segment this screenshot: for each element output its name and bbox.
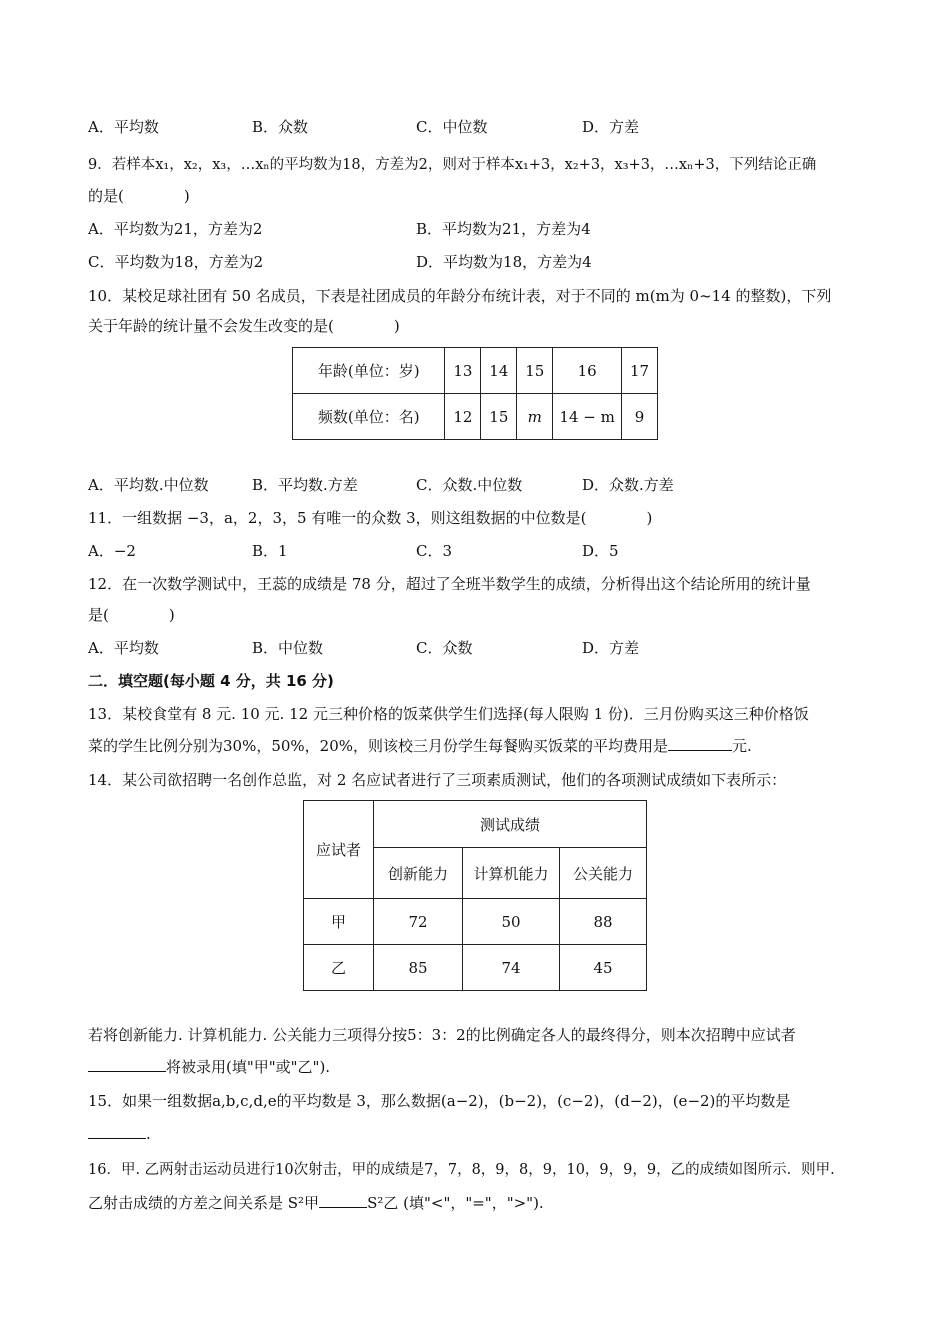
age-cell: 13: [445, 348, 481, 394]
frequency-cell: 14 − m: [553, 394, 622, 440]
q14-question: 若将创新能力. 计算机能力. 公关能力三项得分按5：3：2的比例确定各人的最终得分，则本次招聘中应试者: [88, 1026, 796, 1044]
q10-stem-cont: 关于年龄的统计量不会发生改变的是( ): [88, 317, 400, 335]
q16-stem: 16．甲. 乙两射击运动员进行10次射击，甲的成绩是7，7，8，9，8，9，10，9，9，9，乙的成绩如图所示．则甲.: [88, 1162, 835, 1178]
q9-stem: 9．若样本x₁，x₂，x₃，…xₙ的平均数为18，方差为2，则对于样本x₁+3，x₂+3，x₃+3，…xₙ+3，下列结论正确: [88, 157, 817, 173]
frequency-cell: 12: [445, 394, 481, 440]
q14-answer-blank[interactable]: [88, 1057, 166, 1072]
age-cell: 16: [553, 348, 622, 394]
age-header: 年龄(单位：岁): [293, 348, 445, 394]
score-header: 测试成绩: [374, 801, 647, 848]
q10-option-b: B．平均数.方差: [252, 476, 358, 494]
q9-stem-cont: 的是( ): [88, 187, 190, 205]
column-header: 公关能力: [560, 848, 647, 899]
q13-answer-blank[interactable]: [668, 736, 732, 751]
q15-period: .: [146, 1125, 151, 1143]
frequency-cell: 9: [622, 394, 658, 440]
age-cell: 17: [622, 348, 658, 394]
q12-stem-cont: 是( ): [88, 606, 175, 624]
q9-option-b: B．平均数为21，方差为4: [416, 220, 591, 238]
q12-option-c: C．众数: [416, 639, 473, 657]
q15-answer-blank[interactable]: [88, 1124, 146, 1139]
q12-stem: 12．在一次数学测试中，王蕊的成绩是 78 分，超过了全班半数学生的成绩，分析得出这个结论所用的统计量: [88, 575, 811, 593]
q12-option-d: D．方差: [582, 639, 640, 657]
applicant-name: 乙: [304, 945, 374, 991]
test-score-table: [303, 800, 647, 991]
q14-stem: 14．某公司欲招聘一名创作总监，对 2 名应试者进行了三项素质测试，他们的各项测试成绩如下表所示：: [88, 771, 787, 789]
q13-text: 菜的学生比例分别为30%，50%，20%，则该校三月份学生每餐购买饭菜的平均费用是: [88, 737, 669, 755]
score-cell: 85: [374, 945, 463, 991]
score-cell: 74: [463, 945, 560, 991]
age-frequency-table: [292, 347, 658, 440]
q8-option-d: D．方差: [582, 118, 640, 136]
q11-option-a: A．−2: [88, 542, 136, 560]
q13-stem-cont: [88, 736, 752, 756]
q11-option-d: D．5: [582, 542, 619, 560]
q15-stem-cont: [88, 1124, 151, 1144]
q16-stem-cont: [88, 1193, 544, 1213]
q8-option-a: A．平均数: [88, 118, 159, 136]
q11-stem: 11．一组数据 −3，a，2，3，5 有唯一的众数 3，则这组数据的中位数是( ): [88, 509, 653, 527]
applicant-header: 应试者: [304, 801, 374, 899]
q11-option-c: C．3: [416, 542, 453, 560]
age-cell: 15: [517, 348, 553, 394]
q9-option-c: C．平均数为18，方差为2: [88, 253, 264, 271]
score-cell: 72: [374, 899, 463, 945]
q10-option-d: D．众数.方差: [582, 476, 674, 494]
q8-option-b: B．众数: [252, 118, 309, 136]
score-cell: 88: [560, 899, 647, 945]
q12-option-a: A．平均数: [88, 639, 159, 657]
q14-text: 将被录用(填"甲"或"乙").: [166, 1058, 331, 1076]
q11-option-b: B．1: [252, 542, 288, 560]
age-cell: 14: [481, 348, 517, 394]
q16-text: 乙射击成绩的方差之间关系是 S²甲: [88, 1194, 320, 1212]
q13-unit: 元.: [732, 737, 752, 755]
q14-question-cont: [88, 1057, 330, 1077]
q10-option-c: C．众数.中位数: [416, 476, 523, 494]
q15-stem: 15．如果一组数据a,b,c,d,e的平均数是 3，那么数据(a−2)，(b−2)，(c−2)，(d−2)，(e−2)的平均数是: [88, 1092, 791, 1110]
section-heading: 二．填空题(每小题 4 分，共 16 分): [88, 672, 334, 690]
column-header: 计算机能力: [463, 848, 560, 899]
q13-stem: 13．某校食堂有 8 元. 10 元. 12 元三种价格的饭菜供学生们选择(每人限购 1 份)．三月份购买这三种价格饭: [88, 705, 809, 723]
q12-option-b: B．中位数: [252, 639, 324, 657]
frequency-header: 频数(单位：名): [293, 394, 445, 440]
applicant-name: 甲: [304, 899, 374, 945]
column-header: 创新能力: [374, 848, 463, 899]
q16-text-end: S²乙 (填"<"，"="，">").: [367, 1194, 544, 1212]
score-cell: 50: [463, 899, 560, 945]
q9-option-d: D．平均数为18，方差为4: [416, 253, 592, 271]
frequency-cell: m: [517, 394, 553, 440]
q8-option-c: C．中位数: [416, 118, 488, 136]
q9-option-a: A．平均数为21，方差为2: [88, 220, 263, 238]
score-cell: 45: [560, 945, 647, 991]
q10-option-a: A．平均数.中位数: [88, 476, 209, 494]
q16-answer-blank[interactable]: [319, 1193, 367, 1208]
q10-stem: 10．某校足球社团有 50 名成员，下表是社团成员的年龄分布统计表，对于不同的 m(m为 0~14 的整数)，下列: [88, 287, 832, 305]
frequency-cell: 15: [481, 394, 517, 440]
